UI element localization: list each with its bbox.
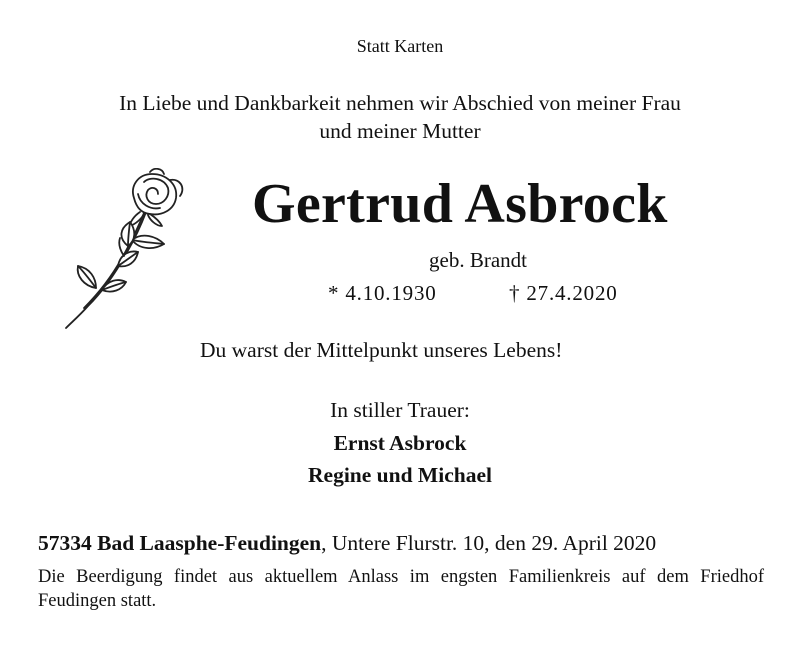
deceased-name: Gertrud Asbrock <box>252 173 668 235</box>
header-note: Statt Karten <box>356 36 444 56</box>
mourning-label: In stiller Trauer: <box>330 398 470 422</box>
address-line <box>38 531 656 556</box>
place-name: 57334 Bad Laasphe-Feudingen <box>38 531 322 555</box>
mourner-name: Ernst Asbrock <box>333 431 467 455</box>
birth-date: * 4.10.1930 <box>328 281 437 305</box>
death-date: † 27.4.2020 <box>509 281 618 305</box>
memorial-quote: Du warst der Mittelpunkt unseres Lebens! <box>200 338 563 362</box>
address-rest: , Untere Flurstr. 10, den 29. April 2020 <box>321 531 657 555</box>
birth-name: geb. Brandt <box>429 248 527 272</box>
life-dates <box>328 281 618 306</box>
intro-line-2: und meiner Mutter <box>319 119 481 143</box>
rose-icon <box>60 168 195 333</box>
funeral-note: Die Beerdigung findet aus aktuellem Anlass im engsten Familienkreis auf dem Friedhof Feudingen statt. <box>38 567 764 611</box>
mourner-name: Regine und Michael <box>308 463 492 487</box>
intro-text <box>0 89 800 145</box>
intro-line-1: In Liebe und Dankbarkeit nehmen wir Abschied von meiner Frau <box>119 91 681 115</box>
